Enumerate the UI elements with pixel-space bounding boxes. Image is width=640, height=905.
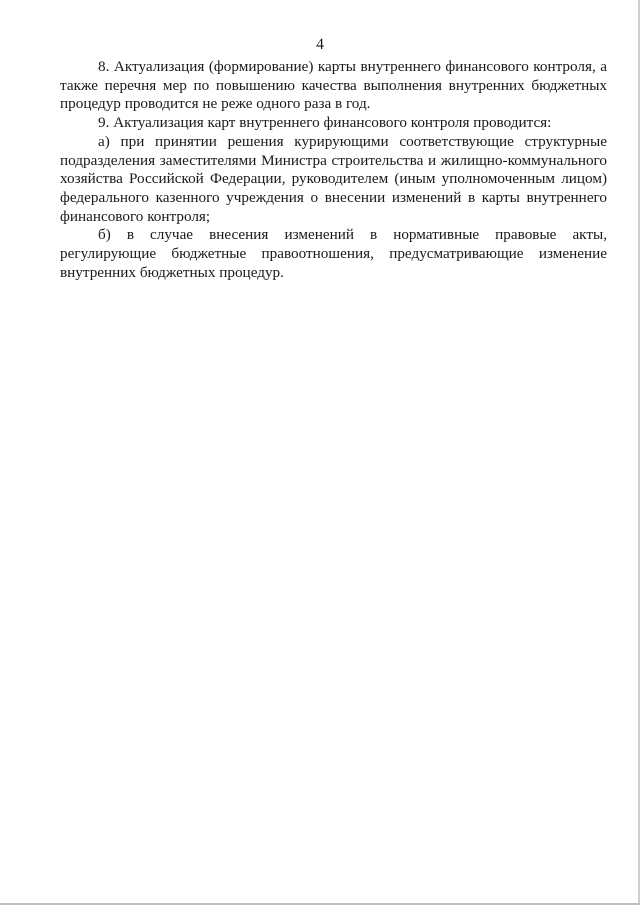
paragraph-item-8: 8. Актуализация (формирование) карты внутреннего финансового контроля, а также перечня мер по повышению качества выполнения внутренних бюджетных процедур проводится не реже одного раза в год. <box>60 58 607 113</box>
document-body <box>60 58 607 282</box>
paragraph-subitem-b: б) в случае внесения изменений в нормативные правовые акты, регулирующие бюджетные правоотношения, предусматривающие изменение внутренних бюджетных процедур. <box>60 226 607 281</box>
paragraph-subitem-a: а) при принятии решения курирующими соответствующие структурные подразделения заместителями Министра строительства и жилищно-коммунального хозяйства Российской Федерации, руководителем (иным уполномоченным лицом) федерального казенного учреждения о внесении изменений в карты внутреннего финансового контроля; <box>60 132 607 225</box>
page-number: 4 <box>316 36 324 53</box>
paragraph-item-9: 9. Актуализация карт внутреннего финансового контроля проводится: <box>98 114 552 132</box>
